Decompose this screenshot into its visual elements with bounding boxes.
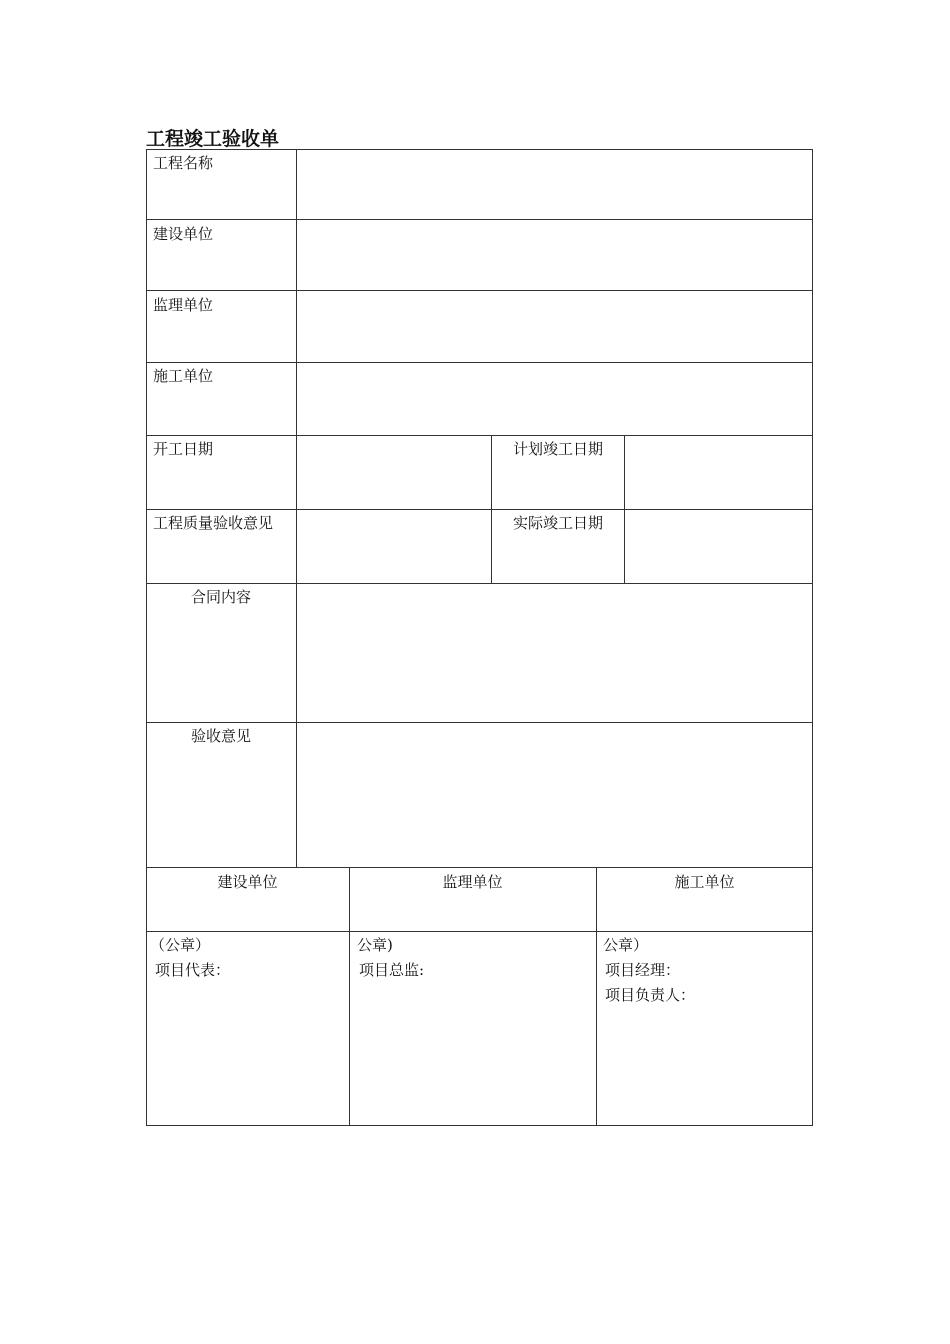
label-start-date: 开工日期 — [153, 440, 214, 458]
signature-header-construction: 施工单位 — [674, 873, 735, 891]
planned-completion-date-field[interactable] — [625, 436, 812, 509]
label-actual-completion-date: 实际竣工日期 — [512, 514, 603, 532]
label-owner-unit: 建设单位 — [153, 225, 214, 243]
label-construction-unit: 施工单位 — [153, 367, 214, 385]
owner-signature-area[interactable] — [147, 1005, 349, 1125]
label-contract-content: 合同内容 — [190, 588, 251, 606]
contract-content-field[interactable] — [297, 584, 812, 722]
actual-completion-date-field[interactable] — [625, 510, 812, 583]
label-planned-completion-date: 计划竣工日期 — [512, 440, 603, 458]
owner-seal-label: （公章） — [150, 936, 211, 954]
project-name-field[interactable] — [297, 150, 812, 219]
construction-unit-field[interactable] — [297, 363, 812, 435]
label-project-name: 工程名称 — [153, 154, 214, 172]
supervision-seal-label: 公章) — [357, 936, 393, 954]
label-supervision-unit: 监理单位 — [153, 296, 214, 314]
acceptance-opinion-field[interactable] — [297, 723, 812, 867]
row-divider — [146, 931, 813, 932]
page-title: 工程竣工验收单 — [146, 128, 280, 150]
label-quality-acceptance-opinion: 工程质量验收意见 — [153, 514, 274, 532]
supervision-unit-field[interactable] — [297, 291, 812, 362]
signature-header-supervision: 监理单位 — [442, 873, 503, 891]
supervision-signature-area[interactable] — [350, 1005, 596, 1125]
project-manager-label: 项目经理： — [605, 961, 681, 979]
owner-unit-field[interactable] — [297, 220, 812, 290]
chief-supervisor-label: 项目总监: — [359, 961, 425, 979]
construction-signature-area[interactable] — [597, 1010, 812, 1125]
signature-header-owner: 建设单位 — [217, 873, 278, 891]
construction-seal-label: 公章） — [603, 936, 649, 954]
project-leader-label: 项目负责人： — [605, 986, 696, 1004]
quality-acceptance-opinion-field[interactable] — [297, 510, 491, 583]
start-date-field[interactable] — [297, 436, 491, 509]
owner-representative-label: 项目代表： — [155, 961, 231, 979]
label-acceptance-opinion: 验收意见 — [190, 727, 251, 745]
row-divider — [146, 867, 813, 868]
